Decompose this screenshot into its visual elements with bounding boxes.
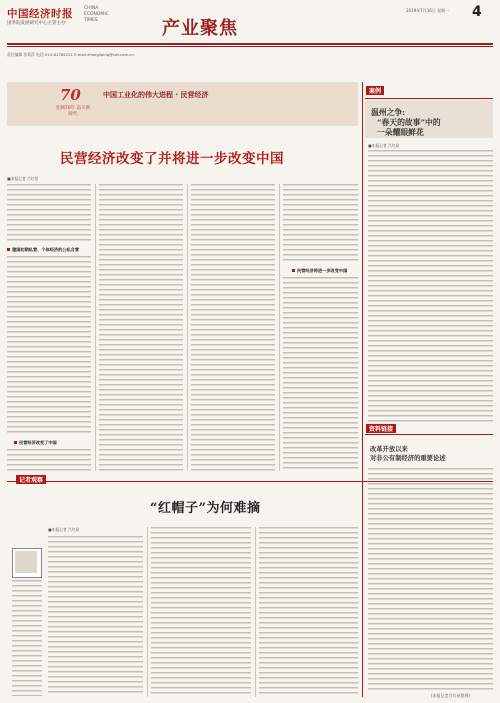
- subhead-3-text: 民营经济将进一步改变中国: [297, 268, 348, 273]
- subhead-2-text: 民营经济改变了中国: [19, 440, 57, 445]
- newspaper-logo-english: [84, 6, 109, 24]
- subhead-marker-icon: [14, 441, 17, 444]
- article-text-block: [283, 184, 358, 264]
- newspaper-logo: 中国经济时报: [7, 8, 73, 20]
- article-text-block: [7, 184, 91, 244]
- article-text-block: [99, 184, 183, 471]
- case-headline: [371, 108, 441, 138]
- issue-date: 2019年7月16日 星期一: [406, 8, 450, 13]
- main-byline: ■本报记者 吕红星: [7, 176, 39, 181]
- link-headline-line-2: 对非公有制经济的重要论述: [370, 454, 446, 462]
- column-divider: [279, 184, 280, 471]
- link-text-block: [368, 468, 493, 690]
- article-text-block: [48, 536, 143, 696]
- article-text-block: [7, 256, 91, 436]
- page-number: 4: [472, 4, 482, 20]
- observation-label: 记者观察: [16, 475, 46, 484]
- link-headline: [370, 446, 446, 463]
- anniversary-seal-number: 70: [60, 86, 81, 104]
- editor-line: 责任编辑 张莉萍 电话:010-81785221 E-mail:zhangliping@cet.com.cn: [7, 52, 134, 57]
- case-rule: [365, 98, 493, 99]
- column-divider: [255, 527, 256, 697]
- subhead-1-text: 建国初期私营、个体经济的公私合营: [12, 247, 80, 252]
- section-title: 产业聚焦: [162, 18, 238, 39]
- article-subhead-2: [14, 440, 57, 446]
- subhead-marker-icon: [7, 248, 10, 251]
- article-text-block: [259, 527, 358, 697]
- case-label: 案例: [366, 86, 384, 95]
- observation-byline: ■本报记者 吕红星: [48, 527, 80, 532]
- case-byline: ■本报记者 吕红星: [368, 143, 400, 148]
- article-subhead-3: [292, 268, 347, 274]
- column-divider: [95, 184, 96, 471]
- case-headline-line-1: 温州之争:: [371, 108, 406, 117]
- logo-en-line-3: TIMES: [84, 18, 98, 23]
- article-text-block: [12, 580, 42, 696]
- subhead-marker-icon: [292, 269, 295, 272]
- masthead-rule-thin: [7, 46, 493, 47]
- article-text-block: [283, 277, 358, 471]
- right-column-divider: [362, 82, 363, 697]
- article-text-block: [151, 527, 251, 697]
- case-headline-line-2: “春天的故事”中的: [377, 118, 441, 127]
- masthead-rule: [7, 43, 493, 45]
- observation-headline: “红帽子”为何难摘: [150, 501, 261, 516]
- author-photo-image: [15, 551, 37, 573]
- case-headline-line-3: 一朵耀眼鲜花: [377, 128, 424, 137]
- article-subhead-1: [7, 247, 79, 253]
- link-headline-line-1: 改革开放以来: [370, 446, 408, 453]
- link-rule: [365, 434, 493, 435]
- sponsor-line: 国务院发展研究中心主管主办: [7, 21, 66, 26]
- logo-en-line-1: CHINA: [84, 6, 99, 11]
- main-headline: 民营经济改变了并将进一步改变中国: [60, 151, 284, 167]
- link-label: 资料链接: [366, 424, 396, 433]
- series-title: 中国工业化的伟大进程 · 民营经济: [103, 91, 209, 99]
- anniversary-seal-text: 壮阔70年 奋斗新时代: [55, 106, 91, 117]
- column-divider: [147, 527, 148, 697]
- logo-en-line-2: ECONOMIC: [84, 12, 109, 17]
- article-text-block: [7, 449, 91, 471]
- link-footer: (本报记者吕红星整理): [431, 693, 471, 698]
- article-text-block: [191, 184, 275, 471]
- case-text-block: [368, 150, 493, 425]
- column-divider: [187, 184, 188, 471]
